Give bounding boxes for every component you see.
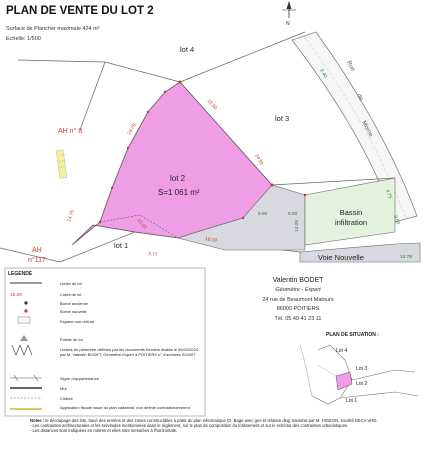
notes-label: Notes : xyxy=(30,418,45,423)
basin-label-2: infiltration xyxy=(334,218,368,227)
situation-lot-1: Lot 1 xyxy=(346,398,358,404)
situation-lot-4: Lot 4 xyxy=(336,348,348,354)
legend-item-fence: Clôture xyxy=(60,396,73,401)
situation-lot-2: Lot 2 xyxy=(356,381,368,387)
floor-area-text: Surface de Plancher maximale 424 m² xyxy=(6,26,100,32)
notes-line-2: - Les contraintes architecturales et les servitudes mentionnées dans le règlement, sur le plan de composition du lotissement et sur le schéma des contraintes urbanistiques. xyxy=(30,423,349,429)
notes-line-3: - Les distances sont indiquées en mètres et elles sont mesurées à l'horizontale. xyxy=(30,428,178,434)
legend-title: LEGENDE xyxy=(8,271,33,277)
dim-14-75: 14.75 xyxy=(67,209,76,223)
plan-title: PLAN DE VENTE DU LOT 2 xyxy=(6,5,154,17)
ah-117-label-a: AH xyxy=(32,247,42,254)
legend-box xyxy=(5,268,205,416)
legend-cote-symbol: 16.00 xyxy=(10,293,23,298)
dim-15-30: 15.30 xyxy=(205,98,218,112)
road-label-2: de xyxy=(355,93,364,102)
legend-item-cotes: Cotes de lot xyxy=(60,292,82,297)
road-label-1: Rue xyxy=(345,60,356,73)
hatched-boundary xyxy=(56,150,67,179)
notes-line-1: le découpage des lots, tracé des entrées et des zones constructibles à partir du plan informatique (D. Bage avec geo et relation dsq) transmis par M. HIGEON, société DECA VHD. xyxy=(45,418,378,423)
dim-24-91: 24.91 xyxy=(253,153,264,167)
legend-item-lot-limit: Limite de lot xyxy=(60,281,82,286)
dim-16-02: 16.02 xyxy=(204,237,218,245)
legend-item-cadastre: Application fiscale issue du plan cadastral, non définie contradictoirement xyxy=(60,405,190,410)
dim-10-15: 10.15 xyxy=(135,218,148,231)
plan-notes xyxy=(30,418,422,434)
dim-24-79: 24.79 xyxy=(127,123,138,136)
stamp-role: Géomètre - Expert xyxy=(275,287,321,293)
dim-12-78: 12.78 xyxy=(400,255,413,260)
stamp-tel: Tél. 05 49 41 23 11 xyxy=(274,316,322,322)
ah-8-label: AH n° 8 xyxy=(58,128,83,135)
situation-title: PLAN DE SITUATION : xyxy=(326,332,379,338)
stamp-name: Valentin BODET xyxy=(272,277,324,284)
lot-2-area: S=1 061 m² xyxy=(158,188,200,197)
new-road-label: Voie Nouvelle xyxy=(318,253,364,262)
north-arrow-icon xyxy=(282,1,296,27)
dim-4-75: 4.75 xyxy=(384,188,393,200)
legend-item-old-marker: Borne ancienne xyxy=(60,301,89,306)
legend-item-perimeter: Limites du périmètre définies par les documents fonciers établis le 06/02/2024 par M. Valentin BODET, Géomètre-Expert à POITIERS n° d'archives 924007. xyxy=(60,347,199,357)
stamp-city: 86000 POITIERS xyxy=(276,306,320,312)
legend-item-open-space: Espace non clôturé xyxy=(60,319,95,324)
dim-8-90: 8.90 xyxy=(288,212,298,217)
legend-item-entry: Entrée du lot xyxy=(60,337,83,342)
dim-8-60: 8.60 xyxy=(258,212,268,217)
situation-lot-3: Lot 3 xyxy=(356,366,368,372)
dim-3-77: 3.77 xyxy=(147,252,158,259)
road-label-3: Morne xyxy=(360,120,374,138)
basin-label-1: Bassin xyxy=(339,208,363,217)
lot-3-label: lot 3 xyxy=(275,114,290,123)
dim-9-50: 9.50 xyxy=(392,214,401,226)
north-label: N xyxy=(286,21,290,27)
surveyor-stamp xyxy=(262,277,333,322)
situation-map xyxy=(300,345,418,404)
scale-text: Echelle: 1/500 xyxy=(6,36,41,42)
lot-2-label: lot 2 xyxy=(170,174,186,183)
dim-14-09: 14.09 xyxy=(295,219,300,232)
lot-1-label: lot 1 xyxy=(114,241,129,250)
legend-item-new-marker: Borne nouvelle xyxy=(60,309,87,314)
lot-4-label: lot 4 xyxy=(180,45,195,54)
ah-117-label-b: n°117 xyxy=(28,257,46,264)
stamp-address: 24 rue de Beaumont Matours xyxy=(262,297,334,303)
legend-item-wall: Mur xyxy=(60,386,67,391)
legend-item-appartenance: Signe d'appartenance xyxy=(60,376,99,381)
dim-8-40: 8.40 xyxy=(318,68,328,80)
